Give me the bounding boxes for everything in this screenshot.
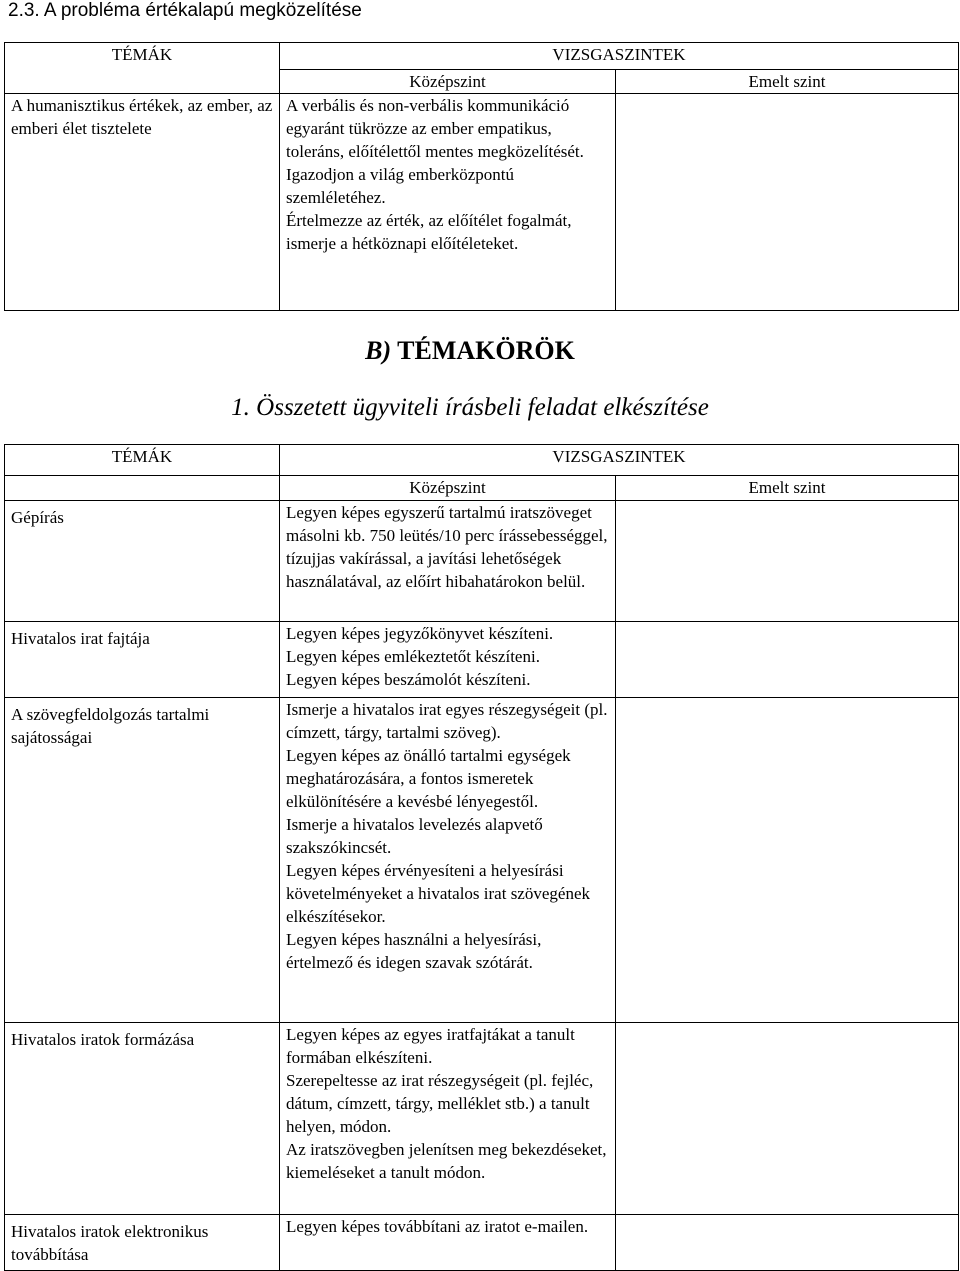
header-temak-spacer: [5, 476, 280, 501]
requirement-text: Ismerje a hivatalos levelezés alapvető szakszókincsét.: [286, 815, 543, 857]
header-kozepszint: Középszint: [280, 70, 616, 94]
requirement-text: Legyen képes használni a helyesírási, értelmező és idegen szavak szótárát.: [286, 930, 542, 972]
requirement-text: Legyen képes továbbítani az iratot e-mailen.: [286, 1217, 589, 1236]
header-emelt-szint: Emelt szint: [616, 70, 959, 94]
kozepszint-cell: [280, 698, 616, 1023]
requirement-text: Ismerje a hivatalos irat egyes részegységeit (pl. címzett, tárgy, tartalmi szöveg).: [286, 700, 608, 742]
tema-cell: Hivatalos irat fajtája: [5, 622, 280, 698]
emelt-szint-cell: [616, 622, 959, 698]
kozepszint-cell: [280, 94, 616, 311]
requirement-text: Legyen képes beszámolót készíteni.: [286, 670, 531, 689]
requirement-text: Szerepeltesse az irat részegységeit (pl. fejléc, dátum, címzett, tárgy, melléklet stb.) a tanult helyen, módon.: [286, 1071, 594, 1136]
header-emelt-szint: Emelt szint: [616, 476, 959, 501]
section-heading: 2.3. A probléma értékalapú megközelítése: [8, 0, 362, 21]
tema-cell: Gépírás: [5, 501, 280, 622]
header-temak: TÉMÁK: [5, 445, 280, 476]
requirement-text: Legyen képes jegyzőkönyvet készíteni.: [286, 624, 554, 643]
requirement-text: A verbális és non-verbális kommunikáció egyaránt tükrözze az ember empatikus, toleráns, előítélettől mentes megközelítését.: [286, 96, 584, 161]
kozepszint-cell: [280, 1023, 616, 1215]
header-vizsgaszintek: VIZSGASZINTEK: [280, 445, 959, 476]
emelt-szint-cell: [616, 698, 959, 1023]
requirement-text: Legyen képes az egyes iratfajtákat a tanult formában elkészíteni.: [286, 1025, 575, 1067]
tema-cell: A szövegfeldolgozás tartalmi sajátosságai: [5, 698, 280, 1023]
tema-cell: Hivatalos iratok formázása: [5, 1023, 280, 1215]
table-ertekalapu: [4, 42, 959, 311]
requirement-text: Legyen képes emlékeztetőt készíteni.: [286, 647, 540, 666]
emelt-szint-cell: [616, 501, 959, 622]
tema-cell: Hivatalos iratok elektronikus továbbítása: [5, 1215, 280, 1271]
requirement-text: Legyen képes egyszerű tartalmú iratszöveget másolni kb. 750 leütés/10 perc írássebességgel, tízujjas vakírással, a javítási lehetőségek használatával, az előírt hibahatárokon belül.: [286, 503, 608, 591]
table-temakorok: [4, 444, 959, 1271]
header-temak: TÉMÁK: [5, 43, 280, 94]
kozepszint-cell: [280, 1215, 616, 1271]
emelt-szint-cell: [616, 1023, 959, 1215]
header-vizsgaszintek: VIZSGASZINTEK: [280, 43, 959, 70]
requirement-text: Legyen képes érvényesíteni a helyesírási követelményeket a hivatalos irat szövegének elkészítésekor.: [286, 861, 590, 926]
requirement-text: Az iratszövegben jelenítsen meg bekezdéseket, kiemeléseket a tanult módon.: [286, 1140, 607, 1182]
tema-cell: A humanisztikus értékek, az ember, az emberi élet tisztelete: [5, 94, 280, 311]
kozepszint-cell: [280, 622, 616, 698]
emelt-szint-cell: [616, 1215, 959, 1271]
section-b-title: [0, 336, 940, 366]
section-b-prefix: B): [365, 336, 392, 365]
header-kozepszint: Középszint: [280, 476, 616, 501]
topic-title: 1. Összetett ügyviteli írásbeli feladat elkészítése: [231, 394, 709, 421]
section-b-label: TÉMAKÖRÖK: [397, 336, 575, 365]
emelt-szint-cell: [616, 94, 959, 311]
kozepszint-cell: [280, 501, 616, 622]
requirement-text: Igazodjon a világ emberközpontú szemléletéhez.: [286, 165, 515, 207]
requirement-text: Értelmezze az érték, az előítélet fogalmát, ismerje a hétköznapi előítéleteket.: [286, 211, 572, 253]
requirement-text: Legyen képes az önálló tartalmi egységek meghatározására, a fontos ismeretek elkülönítésére a kevésbé lényegestől.: [286, 746, 571, 811]
